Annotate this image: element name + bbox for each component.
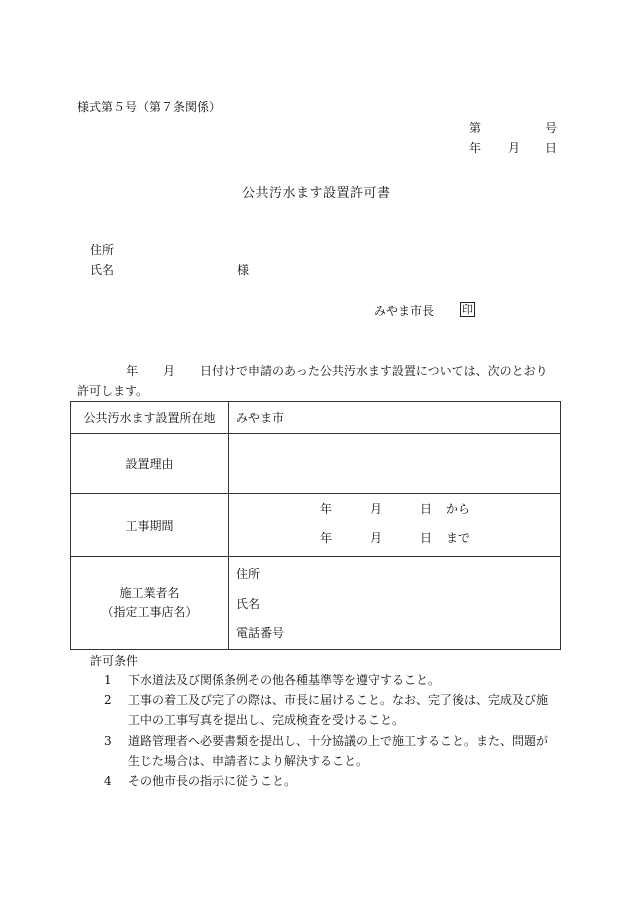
contractor-label: [71, 557, 229, 650]
body-year: 年: [126, 364, 139, 378]
period-to-day: 日: [420, 531, 433, 545]
condition-number: 3: [104, 734, 112, 748]
period-from-word: から: [446, 502, 471, 516]
date-year: 年: [469, 141, 482, 155]
condition-text: 道路管理者へ必要書類を提出し、十分協議の上で施工すること。また、問題が: [128, 734, 549, 748]
reason-value: [229, 434, 561, 494]
body-text-line2: 許可します。: [77, 384, 149, 398]
period-value: [229, 494, 561, 557]
addressee-honorific: 様: [237, 263, 250, 277]
date-day: 日: [545, 141, 558, 155]
form-number: 様式第５号（第７条関係）: [77, 100, 222, 114]
contractor-address-label: 住所: [236, 567, 261, 581]
period-from-year: 年: [320, 502, 333, 516]
table-row-location: [71, 402, 561, 434]
body-text-line1: 日付けで申請のあった公共汚水ます設置については、次のとおり: [200, 364, 548, 378]
period-from-day: 日: [420, 502, 433, 516]
issuer-name: みやま市長: [374, 304, 435, 318]
period-to-month: 月: [370, 531, 383, 545]
period-to-word: まで: [446, 531, 471, 545]
condition-text: 下水道法及び関係条例その他各種基準等を遵守すること。: [128, 673, 441, 687]
condition-text: 工中の工事写真を提出し、完成検査を受けること。: [128, 713, 405, 727]
period-label: 工事期間: [71, 494, 229, 557]
doc-number-suffix: 号: [545, 121, 558, 135]
body-month: 月: [163, 364, 176, 378]
condition-text: 生じた場合は、申請者により解決すること。: [128, 754, 369, 768]
doc-number-prefix: 第: [469, 121, 482, 135]
condition-number: 1: [104, 673, 112, 687]
date-month: 月: [508, 141, 521, 155]
condition-number: 4: [104, 774, 112, 788]
table-row-contractor: [71, 557, 561, 650]
condition-text: その他市長の指示に従うこと。: [128, 774, 297, 788]
addressee-address-label: 住所: [90, 243, 115, 257]
table-row-period: [71, 494, 561, 557]
seal-stamp: 印: [462, 303, 473, 316]
conditions-heading: 許可条件: [90, 654, 139, 668]
contractor-label-line2: （指定工事店名）: [101, 605, 198, 619]
period-to-year: 年: [320, 531, 333, 545]
contractor-name-label: 氏名: [236, 597, 261, 611]
reason-label: 設置理由: [71, 434, 229, 494]
document-title: 公共汚水ます設置許可書: [242, 186, 391, 201]
condition-number: 2: [104, 693, 112, 707]
table-row-reason: [71, 434, 561, 494]
period-from-month: 月: [370, 502, 383, 516]
location-label: 公共汚水ます設置所在地: [71, 402, 229, 434]
addressee-name-label: 氏名: [90, 263, 115, 277]
contractor-phone-label: 電話番号: [236, 626, 285, 640]
contractor-value: [229, 557, 561, 650]
location-value: みやま市: [229, 402, 561, 434]
contractor-label-line1: 施工業者名: [119, 586, 180, 600]
condition-text: 工事の着工及び完了の際は、市長に届けること。なお、完了後は、完成及び施: [128, 693, 549, 707]
permit-table: [70, 401, 561, 650]
